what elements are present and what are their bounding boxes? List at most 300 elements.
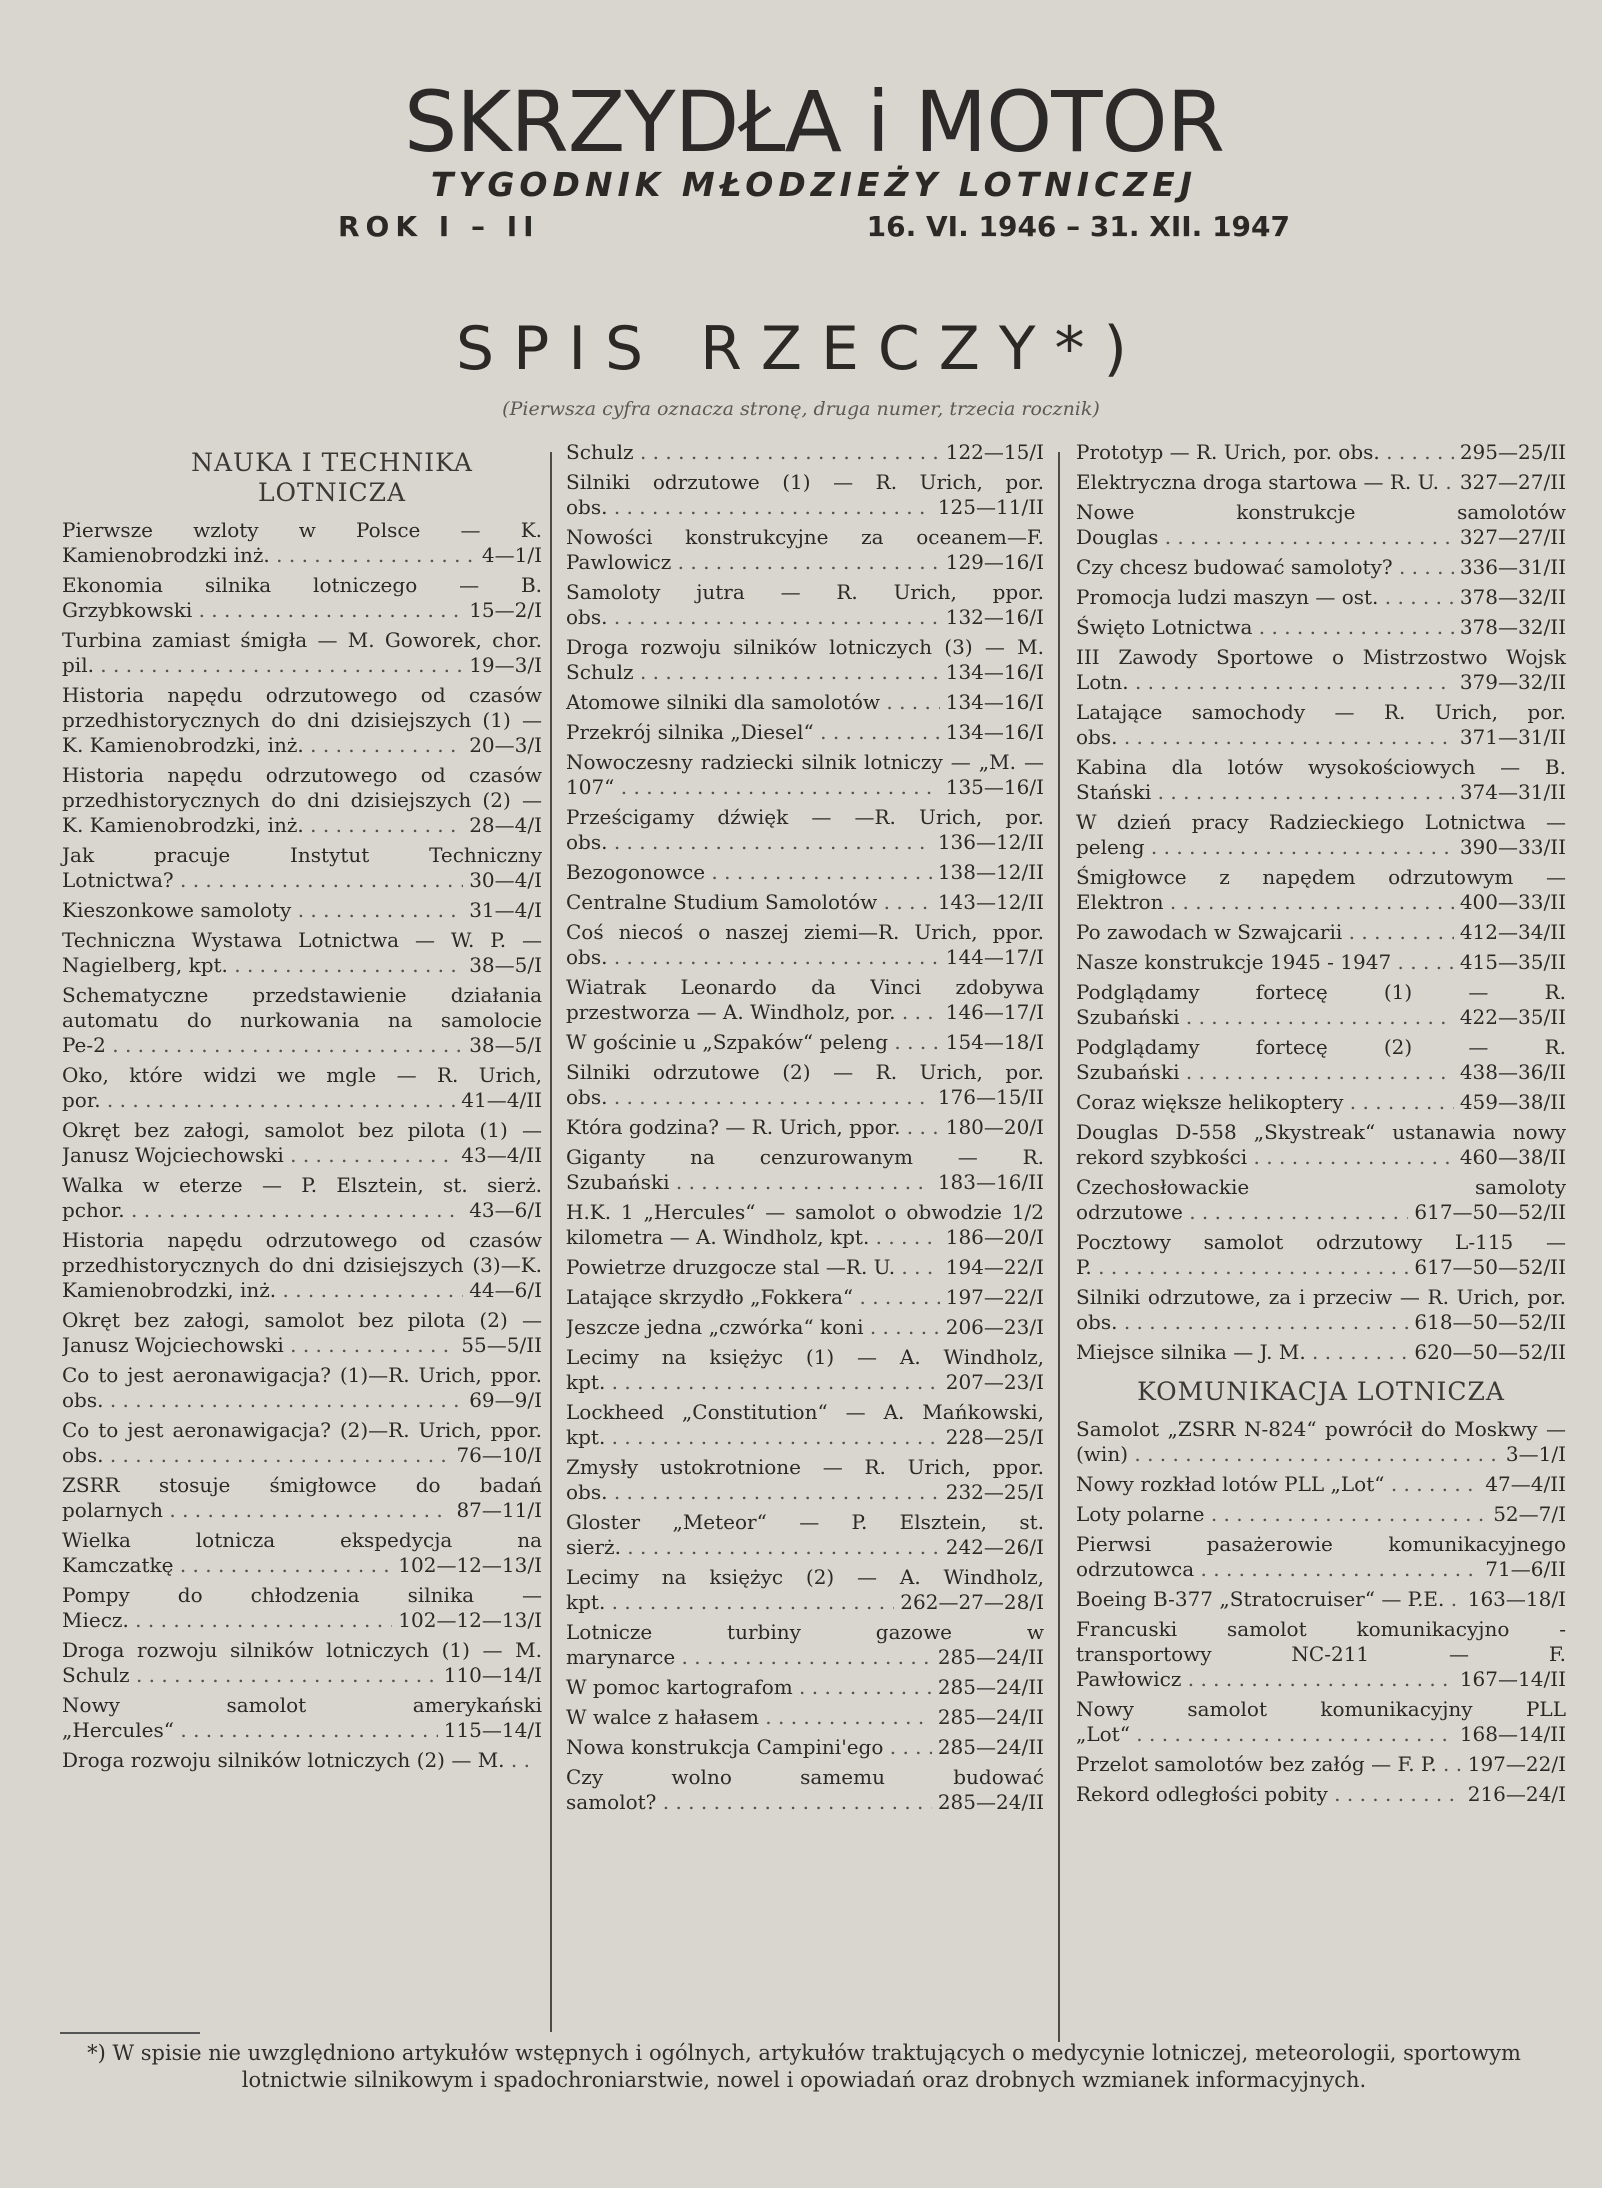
entry-title: Boeing B-377 „Stratocruiser“ — P.E. . . . (1076, 1587, 1462, 1612)
toc-list (1076, 1417, 1566, 1807)
toc-entry (62, 763, 542, 838)
toc-entry (1076, 1532, 1566, 1582)
toc-entry (62, 1473, 542, 1523)
entry-reference: 144—17/I (945, 945, 1044, 969)
entry-reference: 136—12/II (937, 830, 1044, 854)
entry-title-line: Jak pracuje Instytut Techniczny (62, 843, 542, 867)
toc-entry (62, 1583, 542, 1633)
entry-reference: 206—23/I (945, 1315, 1044, 1339)
entry-title: polarnych . . . (62, 1498, 450, 1523)
toc-entry (566, 860, 1044, 885)
entry-title-line: przedhistorycznych do dni dzisiejszych (1) — (62, 708, 542, 732)
entry-title-line: Silniki odrzutowe, za i przeciw — R. Urich, por. (1076, 1285, 1566, 1309)
entry-reference: 154—18/I (945, 1030, 1044, 1054)
toc-entry (566, 635, 1044, 685)
entry-reference: 232—25/I (945, 1480, 1044, 1504)
entry-title: obs. . . . (566, 495, 932, 520)
toc-entry (1076, 1782, 1566, 1807)
entry-title: Nowy rozkład lotów PLL „Lot“ . . . (1076, 1472, 1479, 1497)
entry-reference: 207—23/I (945, 1370, 1044, 1394)
entry-title-line: Nowe konstrukcje samolotów (1076, 500, 1566, 524)
entry-title: Schulz . . . (566, 660, 940, 685)
entry-title: „Lot“ . . . (1076, 1722, 1454, 1747)
entry-title-line: Giganty na cenzurowanym — R. (566, 1145, 1044, 1169)
toc-entry (566, 1400, 1044, 1450)
entry-reference: 43—6/I (469, 1198, 542, 1222)
entry-title-line: Co to jest aeronawigacja? (1)—R. Urich, ppor. (62, 1363, 542, 1387)
toc-entry (566, 1675, 1044, 1700)
entry-reference: 30—4/I (469, 868, 542, 892)
reading-note: (Pierwsza cyfra oznacza stronę, druga numer, trzecia rocznik) (502, 398, 1100, 420)
entry-title: Nagielberg, kpt. . . . (62, 953, 463, 978)
entry-reference: 138—12/II (937, 860, 1044, 884)
toc-list (566, 440, 1044, 1815)
entry-title-line: Historia napędu odrzutowego od czasów (62, 1228, 542, 1252)
entry-reference: 197—22/I (1467, 1752, 1566, 1776)
toc-entry (1076, 1175, 1566, 1225)
entry-reference: 378—32/II (1459, 615, 1566, 639)
entry-reference: 44—6/I (469, 1278, 542, 1302)
entry-title: Rekord odległości pobity . . . (1076, 1782, 1462, 1807)
entry-reference: 43—4/II (461, 1143, 542, 1167)
toc-entry (566, 720, 1044, 745)
entry-title: obs. . . . (566, 1480, 940, 1505)
toc-entry (1076, 645, 1566, 695)
entry-title: Pawłowicz . . . (1076, 1667, 1454, 1692)
entry-title: Stański . . . (1076, 780, 1454, 805)
entry-title-line: H.K. 1 „Hercules“ — samolot o obwodzie 1/2 (566, 1200, 1044, 1224)
entry-title: Grzybkowski . . . (62, 598, 463, 623)
entry-title-line: Czy wolno samemu budować (566, 1765, 1044, 1789)
entry-title-line: Nowości konstrukcyjne za oceanem—F. (566, 525, 1044, 549)
entry-reference: 134—16/I (945, 690, 1044, 714)
entry-reference: 180—20/I (945, 1115, 1044, 1139)
toc-entry (1076, 1340, 1566, 1365)
toc-entry (1076, 470, 1566, 495)
entry-title: W pomoc kartografom . . . (566, 1675, 932, 1700)
entry-title: Nowa konstrukcja Campini'ego . . . (566, 1735, 932, 1760)
entry-reference: 262—27—28/I (900, 1590, 1044, 1614)
entry-title: Czy chcesz budować samoloty? . . . (1076, 555, 1454, 580)
entry-title: kpt. . . . (566, 1370, 940, 1395)
entry-title-line: Lecimy na księżyc (2) — A. Windholz, (566, 1565, 1044, 1589)
entry-reference: 146—17/I (945, 1000, 1044, 1024)
entry-reference: 176—15/II (937, 1085, 1044, 1109)
entry-title: peleng . . . (1076, 835, 1454, 860)
toc-entry (566, 890, 1044, 915)
entry-title: kilometra — A. Windholz, kpt. . . . (566, 1225, 940, 1250)
toc-entry (62, 518, 542, 568)
entry-title: sierż. . . . (566, 1535, 940, 1560)
toc-entry (62, 1418, 542, 1468)
entry-title: P. . . . (1076, 1255, 1408, 1280)
entry-title: Szubański . . . (1076, 1060, 1454, 1085)
entry-title: Coraz większe helikoptery . . . (1076, 1090, 1454, 1115)
entry-title-line: III Zawody Sportowe o Mistrzostwo Wojsk (1076, 645, 1566, 669)
entry-reference: 285—24/II (937, 1675, 1044, 1699)
entry-title: Droga rozwoju silników lotniczych (2) — M. . . . (62, 1748, 536, 1773)
masthead (338, 73, 1290, 244)
volume-years: ROK I – II (338, 210, 540, 243)
toc-entry (1076, 1617, 1566, 1692)
toc-entry (1076, 1230, 1566, 1280)
entry-reference: 285—24/II (937, 1790, 1044, 1814)
entry-title: (win) . . . (1076, 1442, 1500, 1467)
entry-reference: 15—2/I (469, 598, 542, 622)
entry-reference: 87—11/I (456, 1498, 542, 1522)
toc-entry (1076, 585, 1566, 610)
entry-title: marynarce . . . (566, 1645, 932, 1670)
toc-entry (1076, 555, 1566, 580)
toc-entry (1076, 440, 1566, 465)
entry-title: Latające skrzydło „Fokkera“ . . . (566, 1285, 940, 1310)
entry-title: Szubański . . . (1076, 1005, 1454, 1030)
entry-title-line: Techniczna Wystawa Lotnictwa — W. P. — (62, 928, 542, 952)
entry-title-line: Pompy do chłodzenia silnika — (62, 1583, 542, 1607)
entry-title: obs. . . . (566, 1085, 932, 1110)
entry-reference: 38—5/I (469, 953, 542, 977)
entry-title: kpt. . . . (566, 1425, 940, 1450)
toc-entry (566, 1565, 1044, 1615)
entry-reference: 135—16/I (945, 775, 1044, 799)
entry-title-line: Podglądamy fortecę (1) — R. (1076, 980, 1566, 1004)
magazine-subtitle: TYGODNIK MŁODZIEŻY LOTNICZEJ (430, 165, 1198, 204)
toc-entry (566, 750, 1044, 800)
entry-title-line: Podglądamy fortecę (2) — R. (1076, 1035, 1566, 1059)
entry-title-line: przedhistorycznych do dni dzisiejszych (3)—K. (62, 1253, 542, 1277)
entry-reference: 71—6/II (1485, 1557, 1566, 1581)
entry-title: obs. . . . (62, 1443, 450, 1468)
entry-reference: 438—36/II (1459, 1060, 1566, 1084)
entry-title: Przekrój silnika „Diesel“ . . . (566, 720, 940, 745)
toc-entry (62, 1693, 542, 1743)
toc-entry (1076, 1752, 1566, 1777)
entry-reference: 374—31/II (1459, 780, 1566, 804)
entry-title: Lotnictwa? . . . (62, 868, 463, 893)
entry-reference: 52—7/I (1493, 1502, 1566, 1526)
entry-reference: 378—32/II (1459, 585, 1566, 609)
toc-entry (566, 1455, 1044, 1505)
entry-reference: 371—31/II (1459, 725, 1566, 749)
entry-title: obs. . . . (1076, 1310, 1408, 1335)
entry-reference: 617—50—52/II (1414, 1255, 1566, 1279)
entry-reference: 194—22/I (945, 1255, 1044, 1279)
entry-reference: 110—14/I (443, 1663, 542, 1687)
entry-title-line: przedhistorycznych do dni dzisiejszych (2) — (62, 788, 542, 812)
entry-title-line: Droga rozwoju silników lotniczych (3) — M. (566, 635, 1044, 659)
entry-title-line: automatu do nurkowania na samolocie (62, 1008, 542, 1032)
column-3 (1076, 440, 1566, 1812)
entry-title: W walce z hałasem . . . (566, 1705, 932, 1730)
entry-reference: 69—9/I (469, 1388, 542, 1412)
entry-reference: 295—25/II (1459, 440, 1566, 464)
entry-reference: 327—27/II (1459, 470, 1566, 494)
entry-reference: 620—50—52/II (1414, 1340, 1566, 1364)
toc-entry (566, 1315, 1044, 1340)
toc-entry (566, 470, 1044, 520)
toc-list (62, 518, 542, 1773)
entry-title: Przelot samolotów bez załóg — F. P. . . . (1076, 1752, 1462, 1777)
entry-title: Janusz Wojciechowski . . . (62, 1143, 455, 1168)
toc-entry (62, 928, 542, 978)
toc-entry (62, 573, 542, 623)
entry-title-line: Gloster „Meteor“ — P. Elsztein, st. (566, 1510, 1044, 1534)
entry-reference: 422—35/II (1459, 1005, 1566, 1029)
entry-title: Loty polarne . . . (1076, 1502, 1487, 1527)
entry-reference: 415—35/II (1459, 950, 1566, 974)
entry-title-line: Silniki odrzutowe (2) — R. Urich, por. (566, 1060, 1044, 1084)
toc-entry (1076, 1472, 1566, 1497)
entry-title: obs. . . . (566, 830, 932, 855)
entry-title: Bezogonowce . . . (566, 860, 932, 885)
toc-entry (566, 1030, 1044, 1055)
entry-reference: 327—27/II (1459, 525, 1566, 549)
entry-title-line: Śmigłowce z napędem odrzutowym — (1076, 865, 1566, 889)
toc-entry (566, 440, 1044, 465)
toc-entry (1076, 920, 1566, 945)
entry-title-line: Historia napędu odrzutowego od czasów (62, 683, 542, 707)
column-2 (566, 440, 1044, 1820)
entry-reference: 285—24/II (937, 1735, 1044, 1759)
toc-entry (1076, 810, 1566, 860)
entry-title-line: Historia napędu odrzutowego od czasów (62, 763, 542, 787)
entry-title: K. Kamienobrodzki, inż. . . . (62, 733, 463, 758)
entry-title: Pawlowicz . . . (566, 550, 940, 575)
entry-title: Promocja ludzi maszyn — ost. . . . (1076, 585, 1454, 610)
entry-reference: 216—24/I (1467, 1782, 1566, 1806)
entry-reference: 129—16/I (945, 550, 1044, 574)
footnote-rule (60, 2032, 200, 2034)
toc-entry (1076, 1587, 1566, 1612)
toc-entry (566, 525, 1044, 575)
entry-reference: 125—11/II (937, 495, 1044, 519)
toc-entry (62, 1308, 542, 1358)
entry-reference: 122—15/I (945, 440, 1044, 464)
toc-entry (1076, 615, 1566, 640)
toc-entry (566, 1620, 1044, 1670)
entry-reference: 167—14/II (1459, 1667, 1566, 1691)
entry-title: K. Kamienobrodzki, inż. . . . (62, 813, 463, 838)
entry-reference: 4—1/I (481, 543, 542, 567)
entry-reference: 143—12/II (937, 890, 1044, 914)
toc-entry (1076, 950, 1566, 975)
entry-title: obs. . . . (566, 605, 940, 630)
toc-entry (1076, 700, 1566, 750)
entry-reference: 336—31/II (1459, 555, 1566, 579)
column-divider (550, 452, 552, 2032)
entry-title: samolot? . . . (566, 1790, 932, 1815)
entry-title: obs. . . . (62, 1388, 463, 1413)
entry-title: Janusz Wojciechowski . . . (62, 1333, 455, 1358)
toc-entry (62, 983, 542, 1058)
toc-entry (62, 843, 542, 893)
toc-entry (1076, 980, 1566, 1030)
entry-title: Kamienobrodzki inż. . . . (62, 543, 476, 568)
toc-entry (1076, 1697, 1566, 1747)
toc-entry (566, 1200, 1044, 1250)
column-1 (62, 440, 542, 1778)
entry-title: odrzutowe . . . (1076, 1200, 1408, 1225)
entry-title-line: Douglas D-558 „Skystreak“ ustanawia nowy (1076, 1120, 1566, 1144)
entry-title-line: Ekonomia silnika lotniczego — B. (62, 573, 542, 597)
entry-title: Lotn. . . . (1076, 670, 1454, 695)
entry-title: kpt. . . . (566, 1590, 894, 1615)
entry-reference: 102—12—13/I (398, 1608, 542, 1632)
entry-title: Szubański . . . (566, 1170, 932, 1195)
entry-reference: 459—38/II (1459, 1090, 1566, 1114)
entry-reference: 102—12—13/I (398, 1553, 542, 1577)
section-heading-science: NAUKA I TECHNIKA LOTNICZA (191, 448, 473, 507)
toc-entry (566, 805, 1044, 855)
entry-title-line: Coś niecoś o naszej ziemi—R. Urich, ppor. (566, 920, 1044, 944)
entry-reference: 132—16/I (945, 605, 1044, 629)
entry-reference: 3—1/I (1505, 1442, 1566, 1466)
entry-reference: 285—24/II (937, 1705, 1044, 1729)
entry-reference: 41—4/II (461, 1088, 542, 1112)
toc-entry (62, 683, 542, 758)
entry-reference: 115—14/I (443, 1718, 542, 1742)
entry-reference: 197—22/I (945, 1285, 1044, 1309)
entry-reference: 390—33/II (1459, 835, 1566, 859)
toc-entry (1076, 755, 1566, 805)
entry-title: Miejsce silnika — J. M. . . . (1076, 1340, 1408, 1365)
toc-entry (62, 898, 542, 923)
entry-reference: 618—50—52/II (1414, 1310, 1566, 1334)
entry-reference: 228—25/I (945, 1425, 1044, 1449)
entry-title: odrzutowca . . . (1076, 1557, 1479, 1582)
entry-reference: 379—32/II (1459, 670, 1566, 694)
entry-reference: 19—3/I (469, 653, 542, 677)
entry-reference: 38—5/I (469, 1033, 542, 1057)
entry-reference: 76—10/I (456, 1443, 542, 1467)
entry-title: 107“ . . . (566, 775, 940, 800)
entry-title: Atomowe silniki dla samolotów . . . (566, 690, 940, 715)
toc-entry (566, 1345, 1044, 1395)
entry-title: Centralne Studium Samolotów . . . (566, 890, 932, 915)
toc-entry (566, 1115, 1044, 1140)
entry-reference: 55—5/II (461, 1333, 542, 1357)
entry-title-line: Walka w eterze — P. Elsztein, st. sierż. (62, 1173, 542, 1197)
toc-entry (566, 975, 1044, 1025)
entry-title-line: Prześcigamy dźwięk — —R. Urich, por. (566, 805, 1044, 829)
toc-entry (62, 628, 542, 678)
entry-reference: 183—16/II (937, 1170, 1044, 1194)
entry-title: Powietrze druzgocze stal —R. U. . . . (566, 1255, 940, 1280)
entry-title-line: Nowy samolot amerykański (62, 1693, 542, 1717)
masthead-info-row (338, 210, 1290, 244)
toc-entry (566, 1705, 1044, 1730)
page-title: SPIS RZECZY*) (456, 314, 1146, 384)
entry-title: Święto Lotnictwa . . . (1076, 615, 1454, 640)
toc-entry (1076, 1285, 1566, 1335)
entry-title-line: Samoloty jutra — R. Urich, ppor. (566, 580, 1044, 604)
entry-title: Która godzina? — R. Urich, ppor. . . . (566, 1115, 940, 1140)
entry-title-line: Turbina zamiast śmigła — M. Goworek, chor. (62, 628, 542, 652)
entry-title: Prototyp — R. Urich, por. obs. . . . (1076, 440, 1454, 465)
entry-reference: 285—24/II (937, 1645, 1044, 1669)
entry-title-line: Pierwsi pasażerowie komunikacyjnego (1076, 1532, 1566, 1556)
toc-entry (62, 1228, 542, 1303)
toc-entry (566, 580, 1044, 630)
entry-title-line: Francuski samolot komunikacyjno - (1076, 1617, 1566, 1641)
entry-reference: 163—18/I (1467, 1587, 1566, 1611)
column-divider (1058, 452, 1060, 2042)
toc-entry (62, 1748, 542, 1773)
entry-reference: 412—34/II (1459, 920, 1566, 944)
toc-entry (566, 1145, 1044, 1195)
toc-entry (1076, 865, 1566, 915)
entry-title: przestworza — A. Windholz, por. . . . (566, 1000, 940, 1025)
entry-title-line: W dzień pracy Radzieckiego Lotnictwa — (1076, 810, 1566, 834)
magazine-title: SKRZYDŁA i MOTOR (403, 73, 1225, 171)
entry-title-line: Samolot „ZSRR N-824“ powrócił do Moskwy — (1076, 1417, 1566, 1441)
entry-title: Kieszonkowe samoloty . . . (62, 898, 463, 923)
entry-title-line: Silniki odrzutowe (1) — R. Urich, por. (566, 470, 1044, 494)
entry-title-line: Lecimy na księżyc (1) — A. Windholz, (566, 1345, 1044, 1369)
entry-title-line: Czechosłowackie samoloty (1076, 1175, 1566, 1199)
toc-entry (566, 1285, 1044, 1310)
entry-reference: 242—26/I (945, 1535, 1044, 1559)
entry-title-line: Oko, które widzi we mgle — R. Urich, (62, 1063, 542, 1087)
section-heading-communication: KOMUNIKACJA LOTNICZA (1137, 1377, 1505, 1406)
toc-entry (566, 1255, 1044, 1280)
toc-entry (566, 920, 1044, 970)
toc-entry (62, 1638, 542, 1688)
entry-reference: 168—14/II (1459, 1722, 1566, 1746)
entry-title: Po zawodach w Szwajcarii . . . (1076, 920, 1454, 945)
entry-title: Schulz . . . (566, 440, 940, 465)
entry-title: obs. . . . (566, 945, 940, 970)
toc-entry (62, 1118, 542, 1168)
toc-entry (1076, 1120, 1566, 1170)
entry-reference: 617—50—52/II (1414, 1200, 1566, 1224)
toc-entry (566, 1735, 1044, 1760)
entry-title-line: Okręt bez załogi, samolot bez pilota (2) — (62, 1308, 542, 1332)
entry-title: Pe-2 . . . (62, 1033, 463, 1058)
entry-reference: 186—20/I (945, 1225, 1044, 1249)
entry-reference: 28—4/I (469, 813, 542, 837)
entry-title: pchor. . . . (62, 1198, 463, 1223)
entry-title: Nasze konstrukcje 1945 - 1947 . . . (1076, 950, 1454, 975)
toc-entry (1076, 500, 1566, 550)
entry-reference: 31—4/I (469, 898, 542, 922)
entry-title: „Hercules“ . . . (62, 1718, 438, 1743)
date-range: 16. VI. 1946 – 31. XII. 1947 (866, 210, 1290, 243)
entry-title-line: Droga rozwoju silników lotniczych (1) — M. (62, 1638, 542, 1662)
entry-title: Elektron . . . (1076, 890, 1454, 915)
entry-title-line: Pocztowy samolot odrzutowy L-115 — (1076, 1230, 1566, 1254)
toc-entry (1076, 1417, 1566, 1467)
entry-title: Kamczatkę . . . (62, 1553, 392, 1578)
entry-reference: 134—16/I (945, 660, 1044, 684)
entry-title: Miecz. . . . (62, 1608, 392, 1633)
entry-title-line: Latające samochody — R. Urich, por. (1076, 700, 1566, 724)
entry-title-line: Co to jest aeronawigacja? (2)—R. Urich, ppor. (62, 1418, 542, 1442)
entry-title-line: transportowy NC-211 — F. (1076, 1642, 1566, 1666)
entry-title-line: Nowy samolot komunikacyjny PLL (1076, 1697, 1566, 1721)
entry-reference: 400—33/II (1459, 890, 1566, 914)
toc-entry (1076, 1035, 1566, 1085)
entry-title: por. . . . (62, 1088, 455, 1113)
entry-title-line: Pierwsze wzloty w Polsce — K. (62, 518, 542, 542)
entry-reference: 460—38/II (1459, 1145, 1566, 1169)
toc-entry (566, 1510, 1044, 1560)
entry-title-line: Kabina dla lotów wysokościowych — B. (1076, 755, 1566, 779)
entry-title: Schulz . . . (62, 1663, 438, 1688)
entry-title: Kamienobrodzki, inż. . . . (62, 1278, 463, 1303)
entry-title: Elektryczna droga startowa — R. U. . . . (1076, 470, 1454, 495)
toc-entry (62, 1173, 542, 1223)
